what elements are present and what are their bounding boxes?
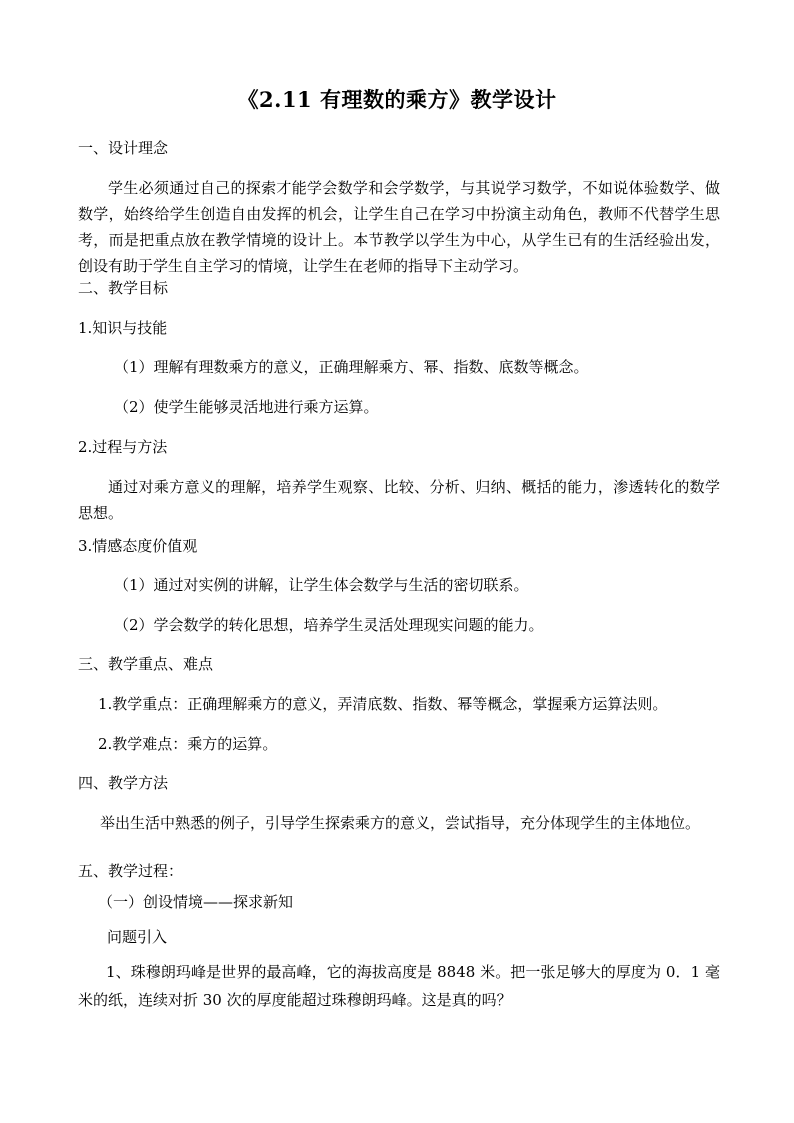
goal-item: （1）理解有理数乘方的意义，正确理解乘方、幂、指数、底数等概念。 [114, 358, 589, 376]
design-concept-paragraph: 学生必须通过自己的探索才能学会数学和会学数学，与其说学习数学，不如说体验数学、做数学，始终给学生创造自由发挥的机会，让学生自己在学习中扮演主动角色，教师不代替学生思考，而是把重点放在教学情境的设计上。本节教学以学生为中心，从学生已有的生活经验出发，创设有助于学生自主学习的情境，让学生在老师的指导下主动学习。 [78, 179, 720, 275]
section-heading-teaching-process: 五、教学过程： [78, 862, 184, 880]
key-point-item: 1.教学重点：正确理解乘方的意义，弄清底数、指数、幂等概念，掌握乘方运算法则。 [98, 695, 668, 713]
section-heading-design-concept: 一、设计理念 [78, 139, 169, 157]
question-intro-label: 问题引入 [107, 928, 168, 946]
goal-item: （1）通过对实例的讲解，让学生体会数学与生活的密切联系。 [114, 576, 529, 594]
key-point-item: 2.教学难点：乘方的运算。 [98, 735, 278, 753]
document-title: 《2.11 有理数的乘方》教学设计 [237, 87, 557, 112]
subheading-create-situation: （一）创设情境——探求新知 [98, 893, 294, 911]
subheading-knowledge-skills: 1.知识与技能 [78, 319, 168, 337]
subheading-emotion-values: 3.情感态度价值观 [78, 537, 198, 555]
problem-paragraph: 1、珠穆朗玛峰是世界的最高峰，它的海拔高度是 8848 米。把一张足够大的厚度为 0．1 毫米的纸，连续对折 30 次的厚度能超过珠穆朗玛峰。这是真的吗？ [78, 963, 720, 1009]
section-heading-teaching-goals: 二、教学目标 [78, 279, 169, 297]
process-method-paragraph: 通过对乘方意义的理解，培养学生观察、比较、分析、归纳、概括的能力，渗透转化的数学思想。 [78, 478, 720, 522]
goal-item: （2）学会数学的转化思想，培养学生灵活处理现实问题的能力。 [114, 616, 544, 634]
section-heading-teaching-methods: 四、教学方法 [78, 774, 169, 792]
subheading-process-method: 2.过程与方法 [78, 438, 168, 456]
teaching-methods-paragraph: 举出生活中熟悉的例子，引导学生探索乘方的意义，尝试指导，充分体现学生的主体地位。 [100, 814, 701, 832]
section-heading-key-points: 三、教学重点、难点 [78, 655, 214, 673]
goal-item: （2）使学生能够灵活地进行乘方运算。 [114, 398, 379, 416]
